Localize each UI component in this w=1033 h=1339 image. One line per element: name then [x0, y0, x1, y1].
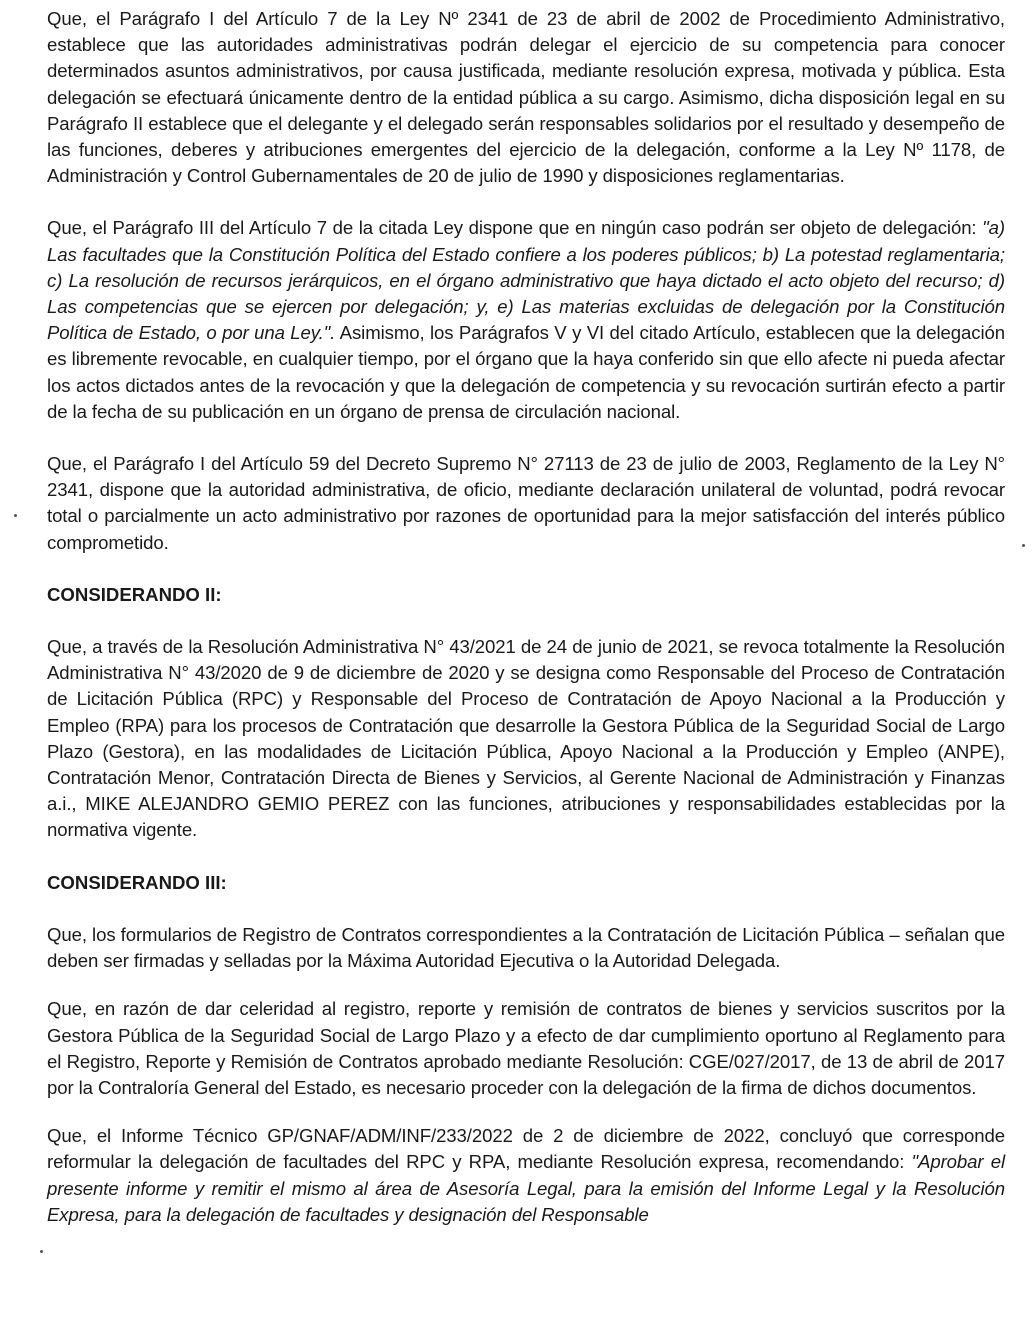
paragraph-celeridad-registro: Que, en razón de dar celeridad al registro, reporte y remisión de contratos de bienes y servicios suscritos por la Gestora Pública de la Seguridad Social de Largo Plazo y a efecto de dar cumplimiento oportuno al Reglamento para el Registro, Reporte y Remisión de Contratos aprobado mediante Resolución: CGE/027/2017, de 13 de abril de 2017 por la Contraloría General del Estado, es necesario proceder con la delegación de la firma de dichos documentos.	[47, 998, 1005, 1098]
paragraph-paragrafo-iii	[47, 215, 1005, 425]
quoted-legal-text: "a) Las facultades que la Constitución Política del Estado confiere a los poderes públicos; b) La potestad reglamentaria; c) La resolución de recursos jerárquicos, en el órgano administrativo que haya dictado el acto objeto del recurso; d) Las competencias que se ejercen por delegación; y, e) Las materias excluidas de delegación por la Constitución Política de Estado, o por una Ley.".	[47, 217, 1005, 344]
paragraph-intro-text: Que, el Informe Técnico GP/GNAF/ADM/INF/233/2022 de 2 de diciembre de 2022, concluyó que corresponde reformular la delegación de facultades del RPC y RPA, mediante Resolución expresa, recomendando:	[47, 1125, 1005, 1173]
scan-speck	[40, 1250, 43, 1253]
heading-considerando-ii: CONSIDERANDO II:	[47, 583, 222, 605]
paragraph-intro-text: Que, el Parágrafo III del Artículo 7 de la citada Ley dispone que en ningún caso podrán ser objeto de delegación:	[47, 217, 983, 239]
paragraph-informe-tecnico	[47, 1123, 1005, 1228]
paragraph-continuation-text: Asimismo, los Parágrafos V y VI del citado Artículo, establecen que la delegación es libremente revocable, en cualquier tiempo, por el órgano que la haya conferido sin que ello afecte ni pueda afectar los actos dictados antes de la revocación y que la delegación de competencia y su revocación surtirán efecto a partir de la fecha de su publicación en un órgano de prensa de circulación nacional.	[47, 322, 1005, 422]
paragraph-resolucion-43-2021: Que, a través de la Resolución Administrativa N° 43/2021 de 24 de junio de 2021, se revoca totalmente la Resolución Administrativa N° 43/2020 de 9 de diciembre de 2020 y se designa como Responsable del Proceso de Contratación de Licitación Pública (RPC) y Responsable del Proceso de Contratación de Apoyo Nacional a la Producción y Empleo (RPA) para los procesos de Contratación que desarrolle la Gestora Pública de la Seguridad Social de Largo Plazo (Gestora), en las modalidades de Licitación Pública, Apoyo Nacional a la Producción y Empleo (ANPE), Contratación Menor, Contratación Directa de Bienes y Servicios, al Gerente Nacional de Administración y Finanzas a.i., MIKE ALEJANDRO GEMIO PEREZ con las funciones, atribuciones y responsabilidades establecidas por la normativa vigente.	[47, 636, 1005, 841]
quoted-recommendation-text: "Aprobar el presente informe y remitir el mismo al área de Asesoría Legal, para la emisión del Informe Legal y la Resolución Expresa, para la delegación de facultades y designación del Responsable	[47, 1151, 1005, 1225]
scan-speck	[14, 514, 17, 517]
paragraph-ley-2341-delegacion: Que, el Parágrafo I del Artículo 7 de la Ley Nº 2341 de 23 de abril de 2002 de Procedimiento Administrativo, establece que las autoridades administrativas podrán delegar el ejercicio de su competencia para conocer determinados asuntos administrativos, por causa justificada, mediante resolución expresa, motivada y pública. Esta delegación se efectuará únicamente dentro de la entidad pública a su cargo. Asimismo, dicha disposición legal en su Parágrafo II establece que el delegante y el delegado serán responsables solidarios por el resultado y desempeño de las funciones, deberes y atribuciones emergentes del ejercicio de la delegación, conforme a la Ley Nº 1178, de Administración y Control Gubernamentales de 20 de julio de 1990 y disposiciones reglamentarias.	[47, 8, 1005, 187]
paragraph-decreto-27113: Que, el Parágrafo I del Artículo 59 del Decreto Supremo N° 27113 de 23 de julio de 2003, Reglamento de la Ley N° 2341, dispone que la autoridad administrativa, de oficio, mediante declaración unilateral de voluntad, podrá revocar total o parcialmente un acto administrativo por razones de oportunidad para la mejor satisfacción del interés público comprometido.	[47, 453, 1005, 553]
heading-considerando-iii: CONSIDERANDO III:	[47, 871, 227, 893]
scan-speck	[1022, 544, 1025, 547]
document-page	[47, 6, 1005, 1228]
paragraph-formularios-registro: Que, los formularios de Registro de Contratos correspondientes a la Contratación de Licitación Pública – señalan que deben ser firmadas y selladas por la Máxima Autoridad Ejecutiva o la Autoridad Delegada.	[47, 923, 1005, 972]
